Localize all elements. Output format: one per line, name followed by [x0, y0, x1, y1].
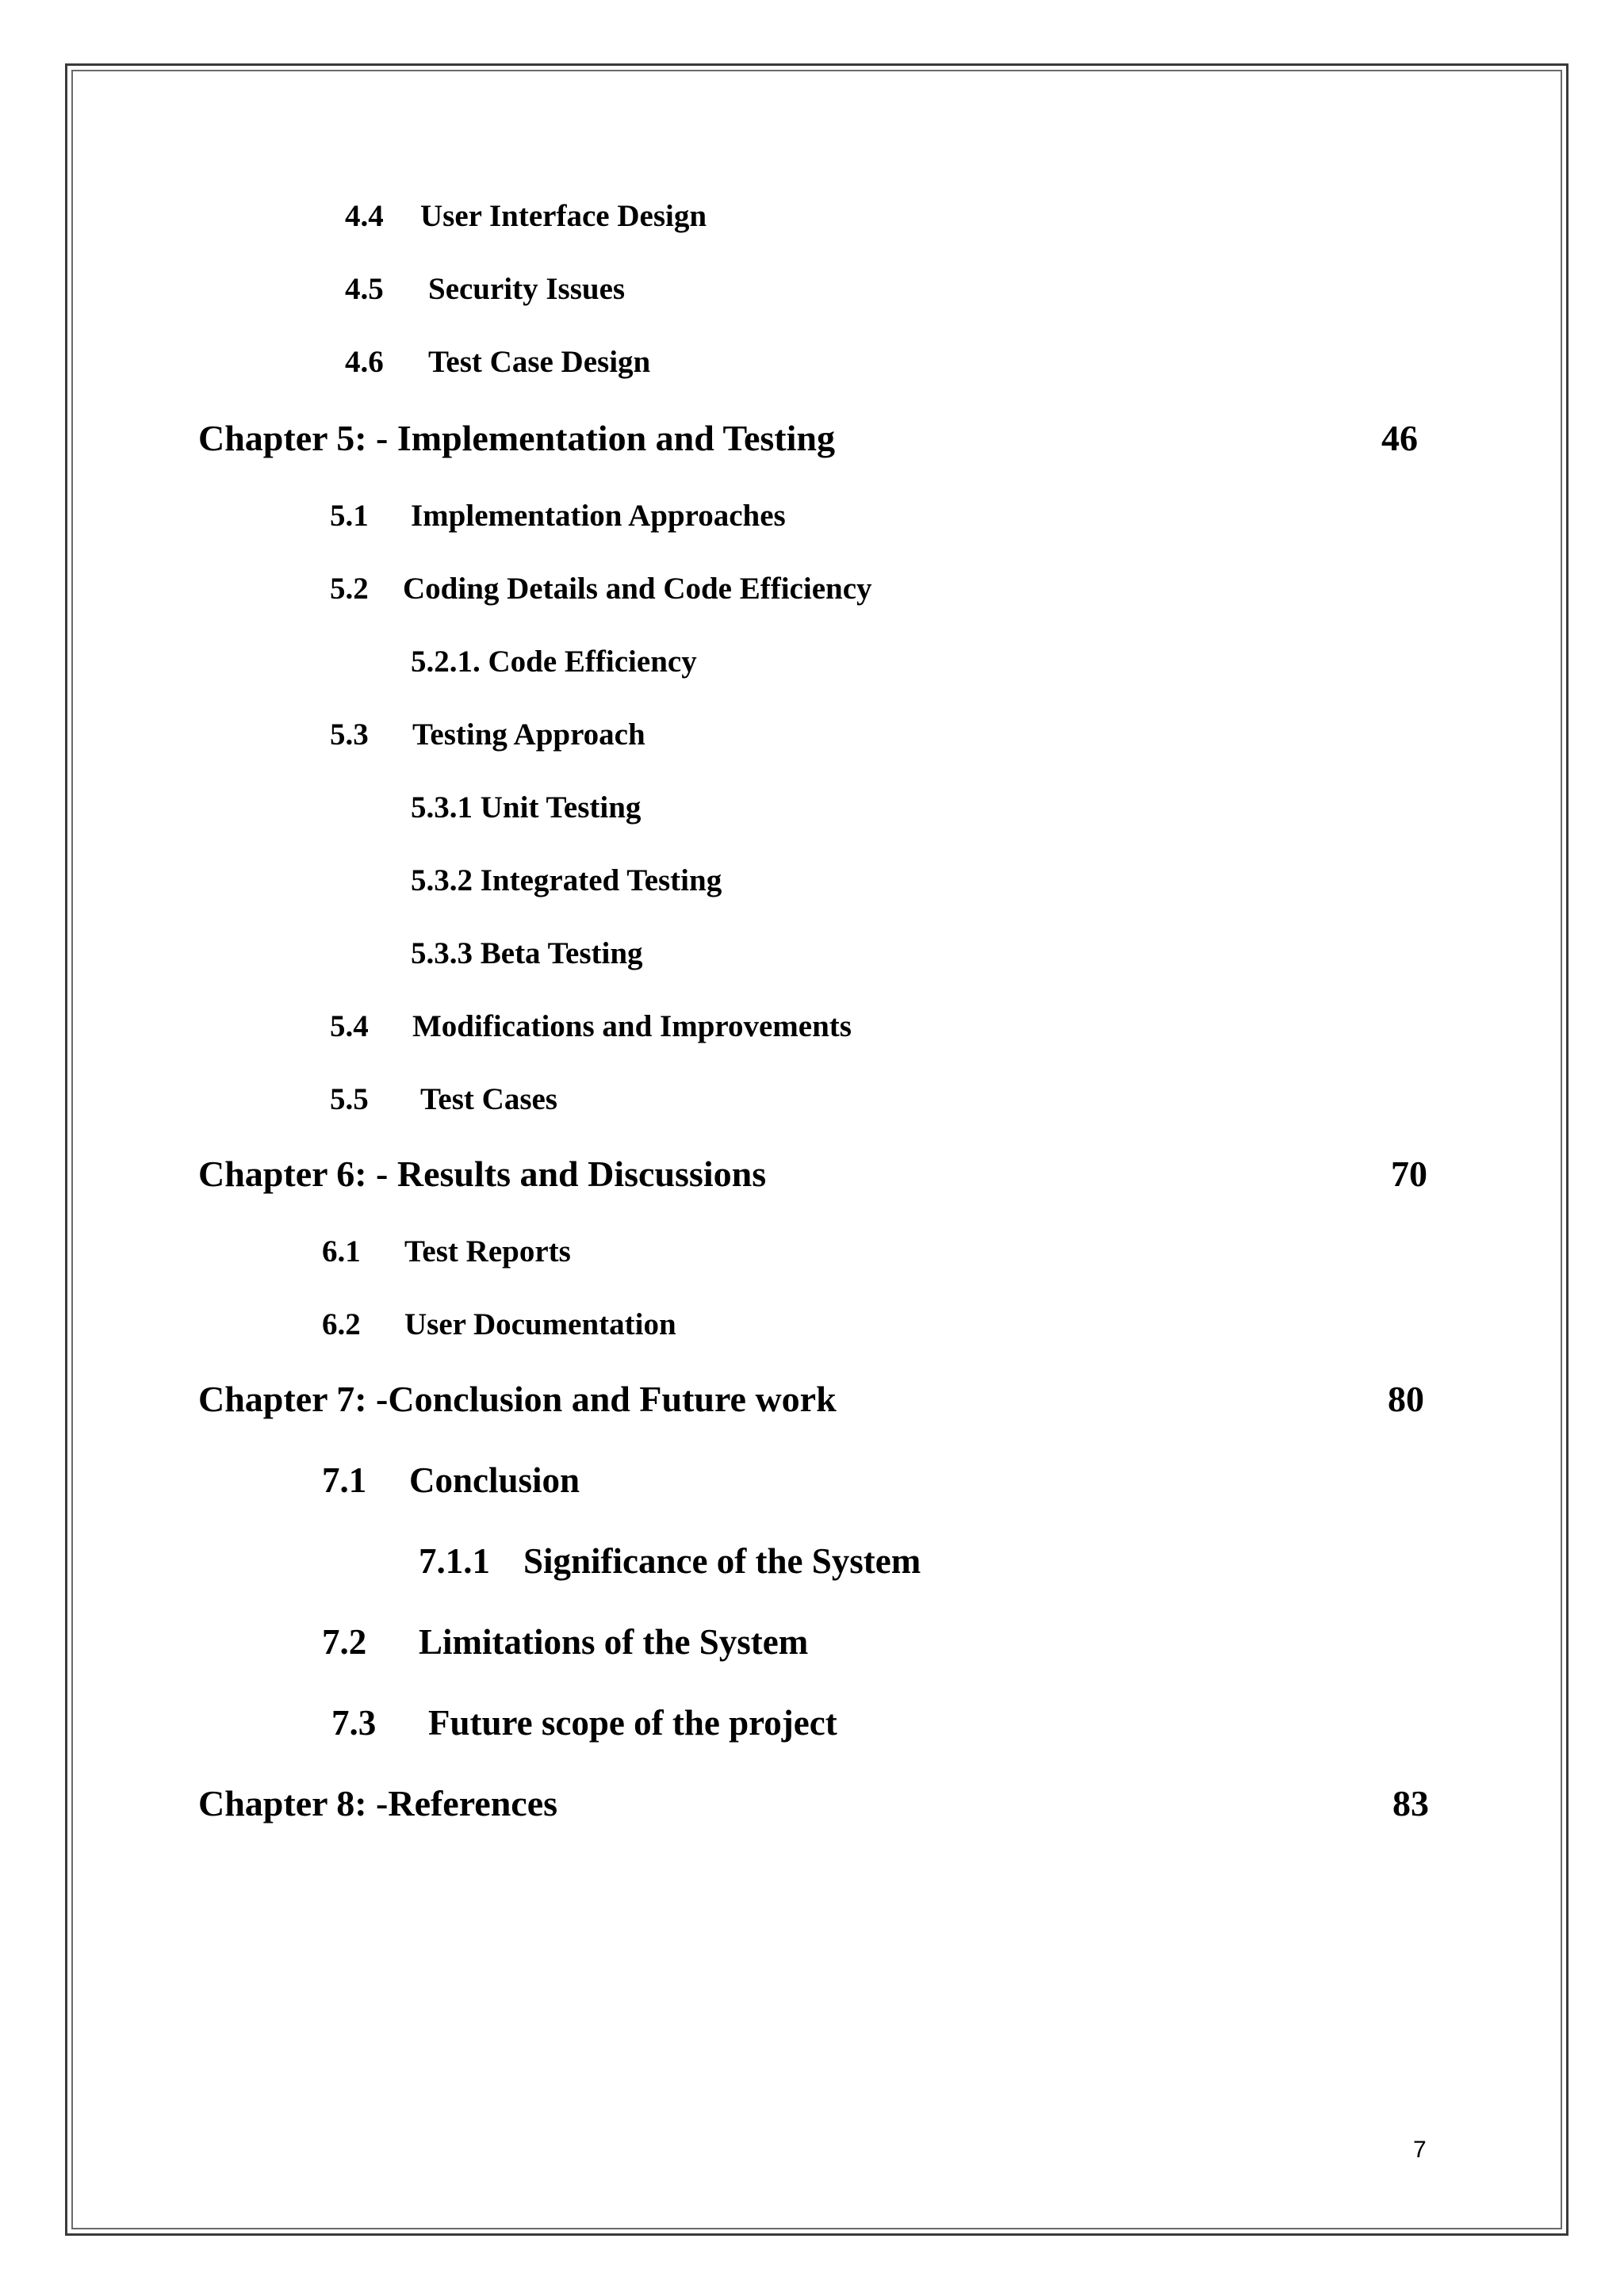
toc-entry-number: 7.2	[322, 1622, 367, 1662]
toc-chapter-title: Chapter 8: -References	[198, 1783, 558, 1823]
toc-entry-title: Security Issues	[428, 272, 626, 306]
toc-entry-title: Significance of the System	[523, 1541, 921, 1581]
toc-chapter-page: 83	[1392, 1783, 1429, 1823]
toc-entry-title: 5.3.3 Beta Testing	[411, 936, 643, 970]
toc-entry-number: 4.5	[345, 272, 384, 306]
toc-chapter-title: Chapter 7: -Conclusion and Future work	[198, 1379, 837, 1419]
toc-chapter-page: 46	[1381, 418, 1418, 458]
toc-entry-number: 5.1	[330, 499, 369, 533]
toc-entry-number: 6.1	[322, 1234, 361, 1269]
page-border-inner	[71, 70, 1562, 2229]
toc-entry-title: 5.3.2 Integrated Testing	[411, 863, 722, 897]
toc-entry-number: 5.4	[330, 1009, 369, 1043]
toc-entry-number: 5.5	[330, 1082, 369, 1116]
toc-chapter-title: Chapter 5: - Implementation and Testing	[198, 418, 835, 458]
page-number: 7	[1413, 2137, 1427, 2163]
toc-entry-title: Test Case Design	[428, 345, 651, 379]
toc-chapter-page: 70	[1391, 1154, 1427, 1194]
toc-entry-title: Limitations of the System	[419, 1622, 809, 1662]
toc-entry-title: 5.2.1. Code Efficiency	[411, 645, 697, 679]
toc-chapter-title: Chapter 6: - Results and Discussions	[198, 1154, 767, 1194]
toc-entry-number: 7.1.1	[419, 1541, 490, 1581]
toc-entry-number: 7.3	[331, 1703, 377, 1743]
toc-entry-number: 4.4	[345, 199, 384, 233]
toc-entry-number: 7.1	[322, 1460, 367, 1500]
toc-entry-number: 5.2	[330, 572, 369, 606]
toc-entry-number: 5.3	[330, 718, 369, 752]
toc-entry-title: Test Reports	[404, 1234, 571, 1269]
toc-chapter-page: 80	[1388, 1379, 1424, 1419]
toc-entry-title: Modifications and Improvements	[412, 1009, 852, 1043]
toc-entry-title: 5.3.1 Unit Testing	[411, 790, 642, 825]
toc-entry-title: Conclusion	[409, 1460, 580, 1500]
toc-entry-title: Implementation Approaches	[411, 499, 786, 533]
toc-entry-number: 6.2	[322, 1307, 361, 1341]
toc-entry-title: Coding Details and Code Efficiency	[403, 572, 872, 606]
toc-entry-title: Testing Approach	[412, 718, 645, 752]
toc-entry-title: Test Cases	[420, 1082, 557, 1116]
toc-entry-title: User Documentation	[404, 1307, 676, 1341]
toc-entry-title: User Interface Design	[420, 199, 707, 233]
toc-entry-number: 4.6	[345, 345, 384, 379]
toc-entry-title: Future scope of the project	[428, 1703, 837, 1743]
